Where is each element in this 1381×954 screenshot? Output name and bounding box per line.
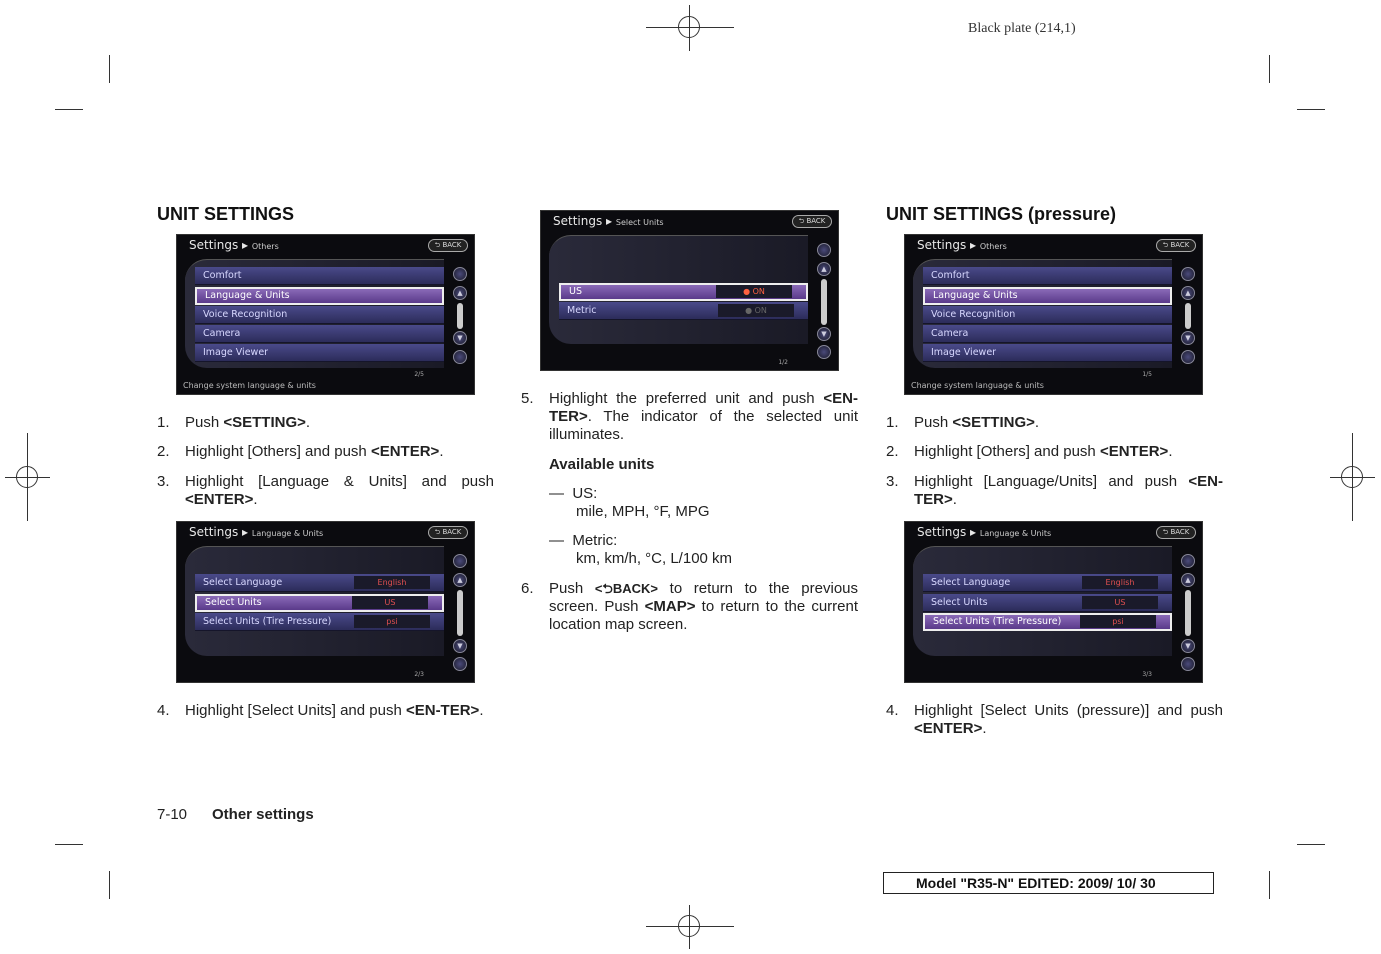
screen-title: Settings ▸ Others [917,238,1007,252]
setting-value: English [354,576,430,589]
page-number: 7-10 [157,806,188,823]
menu-item-selected[interactable]: Language & Units [195,287,444,305]
crop-mark [109,55,110,83]
scroll-dot-icon [453,554,467,568]
setting-value: US [1082,596,1158,609]
menu-item[interactable]: Select Language English [195,574,444,592]
status-text: Change system language & units [183,381,316,390]
scroll-dot-icon [453,657,467,671]
page-indicator: 2/3 [414,671,424,678]
scrollbar-thumb[interactable] [457,590,463,636]
menu-item[interactable]: Comfort [923,267,1172,285]
registration-circle [1341,466,1363,488]
unit-option: — US: mile, MPH, °F, MPG [549,485,710,520]
scroll-down-icon[interactable]: ▼ [453,639,467,653]
screen-title: Settings ▸ Others [189,238,279,252]
page-indicator: 1/5 [1142,371,1152,378]
scrollbar-thumb[interactable] [1185,303,1191,329]
available-units-heading: Available units [549,456,655,473]
scroll-dot-icon [817,243,831,257]
scroll-dot-icon [1181,350,1195,364]
menu-item[interactable]: Metric ● ON [559,302,808,320]
menu-item[interactable]: Comfort [195,267,444,285]
on-indicator: ● ON [718,304,794,317]
screen-language-units [904,521,1203,683]
menu-item-selected[interactable]: Language & Units [923,287,1172,305]
crop-mark [55,109,83,110]
section-heading: UNIT SETTINGS [157,204,295,224]
crop-mark [1297,109,1325,110]
back-button[interactable]: ⮌ BACK [428,239,468,252]
scroll-dot-icon [1181,554,1195,568]
scroll-up-icon[interactable]: ▲ [453,286,467,300]
scrollbar-thumb[interactable] [1185,590,1191,636]
page-indicator: 1/2 [778,359,788,366]
scrollbar-thumb[interactable] [821,279,827,325]
scroll-down-icon[interactable]: ▼ [1181,639,1195,653]
registration-circle [678,16,700,38]
scroll-up-icon[interactable]: ▲ [817,262,831,276]
menu-item[interactable]: Camera [195,325,444,343]
menu-item[interactable]: Image Viewer [923,344,1172,362]
crop-mark [109,871,110,899]
menu-item-selected[interactable]: Select Units (Tire Pressure) psi [923,613,1172,631]
menu-item[interactable]: Voice Recognition [195,306,444,324]
crop-mark [55,844,83,845]
menu-item[interactable]: Select Units US [923,594,1172,612]
scroll-down-icon[interactable]: ▼ [453,331,467,345]
on-indicator: ● ON [716,285,792,298]
scroll-dot-icon [1181,267,1195,281]
menu-item[interactable]: Voice Recognition [923,306,1172,324]
scroll-dot-icon [453,350,467,364]
plate-label: Black plate (214,1) [968,21,1076,36]
menu-item-selected[interactable]: US ● ON [559,283,808,301]
back-button[interactable]: ⮌ BACK [1156,526,1196,539]
scroll-dot-icon [817,345,831,359]
menu-item[interactable]: Select Language English [923,574,1172,592]
menu-item[interactable]: Select Units (Tire Pressure) psi [195,613,444,631]
menu-item-selected[interactable]: Select Units US [195,594,444,612]
menu-item[interactable]: Camera [923,325,1172,343]
back-button[interactable]: ⮌ BACK [1156,239,1196,252]
model-edited-box: Model "R35-N" EDITED: 2009/ 10/ 30 [883,872,1214,894]
status-text: Change system language & units [911,381,1044,390]
page-indicator: 2/5 [414,371,424,378]
screen-others [904,234,1203,395]
setting-value: psi [354,615,430,628]
screen-title: Settings ▸ Language & Units [917,525,1052,539]
scroll-down-icon[interactable]: ▼ [817,327,831,341]
screen-title: Settings ▸ Select Units [553,214,664,228]
screen-title: Settings ▸ Language & Units [189,525,324,539]
scroll-up-icon[interactable]: ▲ [453,573,467,587]
screen-language-units [176,521,475,683]
scroll-up-icon[interactable]: ▲ [1181,573,1195,587]
back-button[interactable]: ⮌ BACK [428,526,468,539]
scroll-down-icon[interactable]: ▼ [1181,331,1195,345]
section-heading: UNIT SETTINGS (pressure) [886,204,1117,224]
page-indicator: 3/3 [1142,671,1152,678]
menu-item[interactable]: Image Viewer [195,344,444,362]
registration-circle [678,915,700,937]
crop-mark [1269,871,1270,899]
scroll-up-icon[interactable]: ▲ [1181,286,1195,300]
screen-select-units [540,210,839,371]
unit-option: — Metric: km, km/h, °C, L/100 km [549,532,733,567]
scroll-dot-icon [453,267,467,281]
crop-mark [1297,844,1325,845]
setting-value: US [352,596,428,609]
scrollbar-thumb[interactable] [457,303,463,329]
scroll-dot-icon [1181,657,1195,671]
setting-value: English [1082,576,1158,589]
setting-value: psi [1080,615,1156,628]
section-footer: Other settings [212,806,314,823]
back-button[interactable]: ⮌ BACK [792,215,832,228]
registration-circle [16,466,38,488]
screen-others [176,234,475,395]
crop-mark [1269,55,1270,83]
